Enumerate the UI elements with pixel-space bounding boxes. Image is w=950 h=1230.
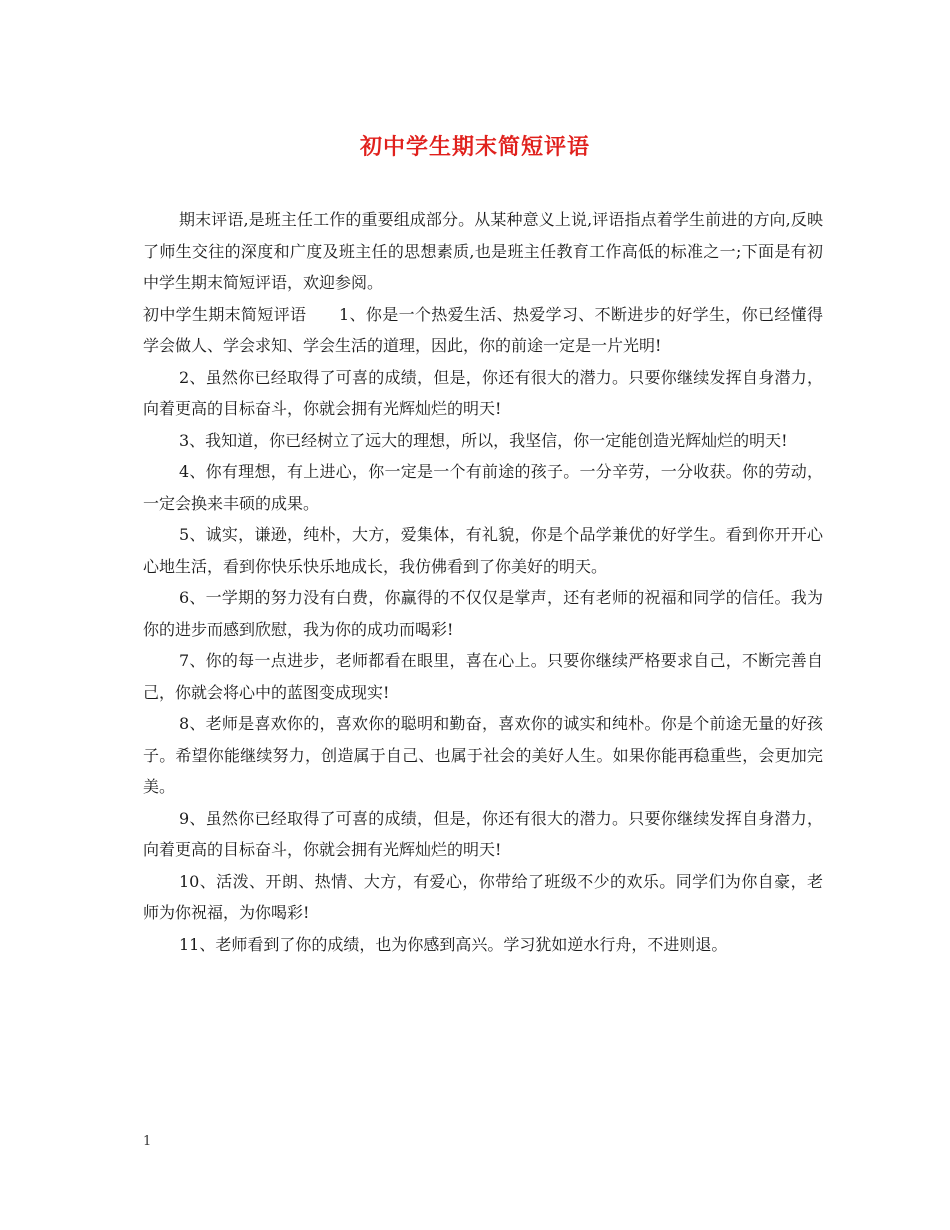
paragraph-comment-5: 5、诚实，谦逊，纯朴，大方，爱集体，有礼貌，你是个品学兼优的好学生。看到你开开心心地生活，看到你快乐快乐地成长，我仿佛看到了你美好的明天。 (143, 525, 823, 576)
paragraph-comment-8: 8、老师是喜欢你的，喜欢你的聪明和勤奋，喜欢你的诚实和纯朴。你是个前途无量的好孩子。希望你能继续努力，创造属于自己、也属于社会的美好人生。如果你能再稳重些，会更加完美。 (143, 714, 823, 796)
paragraph-comment-9: 9、虽然你已经取得了可喜的成绩，但是，你还有很大的潜力。只要你继续发挥自身潜力，向着更高的目标奋斗，你就会拥有光辉灿烂的明天! (143, 808, 823, 859)
paragraph-comment-6: 6、一学期的努力没有白费，你赢得的不仅仅是掌声，还有老师的祝福和同学的信任。我为你的进步而感到欣慰，我为你的成功而喝彩! (143, 588, 823, 639)
paragraph-comment-4: 4、你有理想，有上进心，你一定是一个有前途的孩子。一分辛劳，一分收获。你的劳动，一定会换来丰硕的成果。 (143, 462, 823, 513)
paragraph-comment-7: 7、你的每一点进步，老师都看在眼里，喜在心上。只要你继续严格要求自己，不断完善自己，你就会将心中的蓝图变成现实! (143, 651, 823, 702)
paragraph-comment-3: 3、我知道，你已经树立了远大的理想，所以，我坚信，你一定能创造光辉灿烂的明天! (179, 430, 788, 450)
paragraph-comment-10: 10、活泼、开朗、热情、大方，有爱心，你带给了班级不少的欢乐。同学们为你自豪，老师为你祝福，为你喝彩! (143, 871, 823, 922)
page-number: 1 (143, 1134, 152, 1149)
document-title: 初中学生期末简短评语 (359, 134, 590, 160)
paragraph-comment-11: 11、老师看到了你的成绩，也为你感到高兴。学习犹如逆水行舟，不进则退。 (179, 934, 728, 954)
paragraph-comment-1: 初中学生期末简短评语 1、你是一个热爱生活、热爱学习、不断进步的好学生，你已经懂得学会做人、学会求知、学会生活的道理，因此，你的前途一定是一片光明! (143, 304, 823, 355)
paragraph-intro: 期末评语,是班主任工作的重要组成部分。从某种意义上说,评语指点着学生前进的方向,反映了师生交往的深度和广度及班主任的思想素质,也是班主任教育工作高低的标准之一;下面是有初中学生期末简短评语，欢迎参阅。 (143, 210, 823, 292)
document-body (143, 204, 823, 960)
paragraph-comment-2: 2、虽然你已经取得了可喜的成绩，但是，你还有很大的潜力。只要你继续发挥自身潜力，向着更高的目标奋斗，你就会拥有光辉灿烂的明天! (143, 367, 823, 418)
